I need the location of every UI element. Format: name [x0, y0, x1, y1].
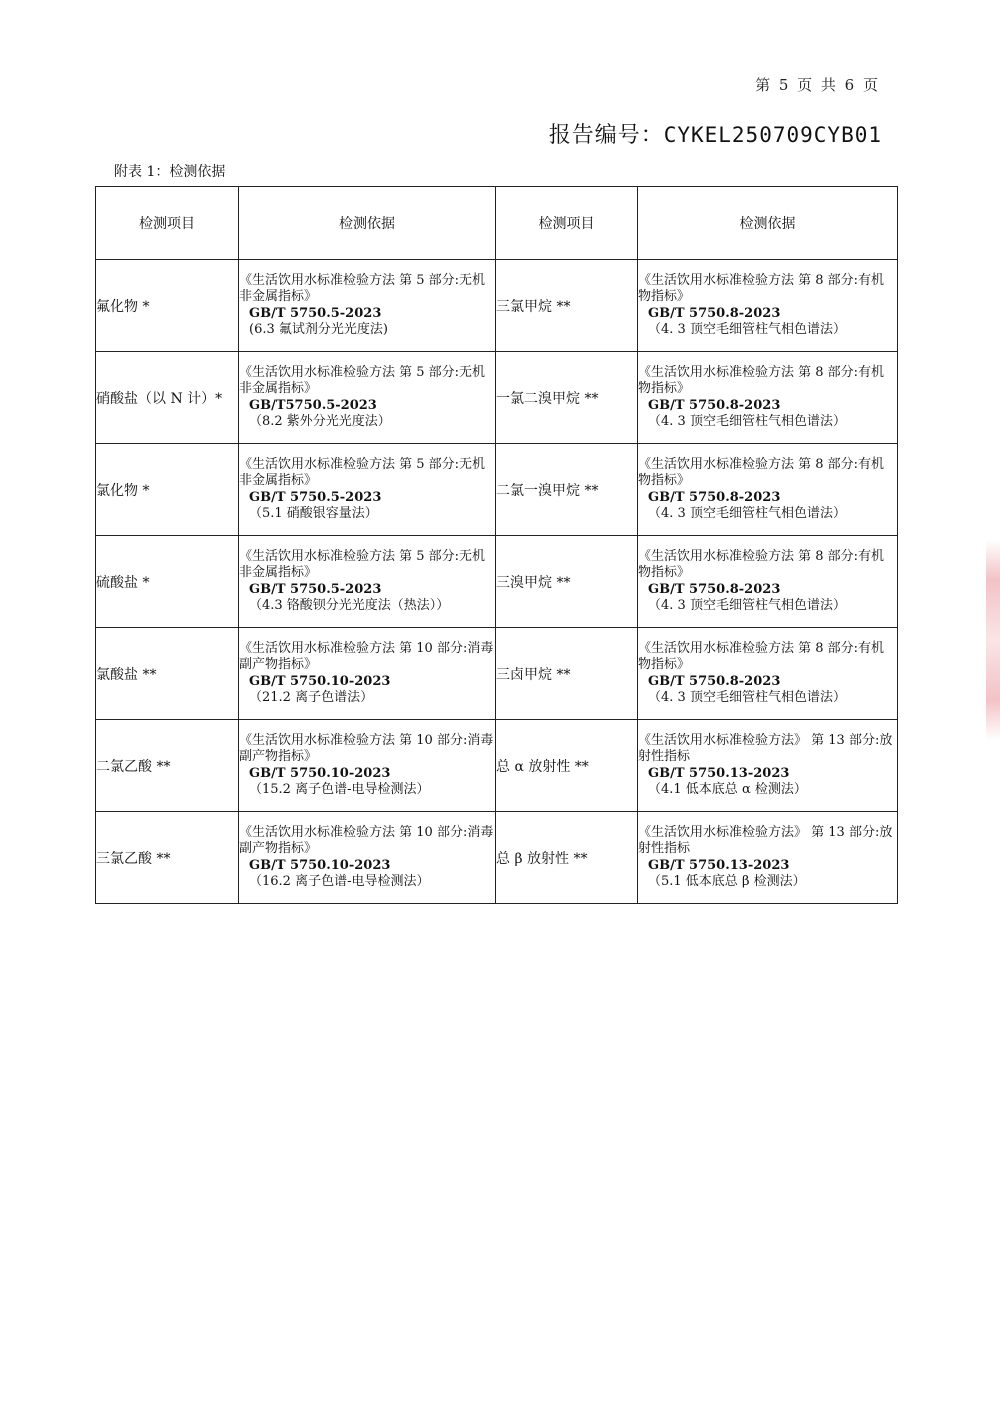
- table-row: [96, 444, 898, 536]
- test-item-left: 硫酸盐 *: [96, 536, 239, 628]
- test-basis-table: [95, 186, 898, 904]
- header-test-basis-left: 检测依据: [239, 187, 496, 260]
- header-test-item-left: 检测项目: [96, 187, 239, 260]
- test-item-left: 氯酸盐 **: [96, 628, 239, 720]
- basis-title: 《生活饮用水标准检验方法 第 8 部分:有机物指标》: [638, 548, 885, 580]
- test-basis-left: [239, 628, 496, 720]
- basis-title: 《生活饮用水标准检验方法 第 5 部分:无机非金属指标》: [239, 364, 486, 396]
- basis-method: （21.2 离子色谱法）: [249, 690, 374, 705]
- basis-title: 《生活饮用水标准检验方法 第 8 部分:有机物指标》: [638, 456, 885, 488]
- basis-standard: GB/T 5750.5-2023: [249, 581, 382, 597]
- basis-standard: GB/T 5750.13-2023: [648, 765, 790, 781]
- basis-method: （15.2 离子色谱-电导检测法）: [249, 782, 430, 797]
- basis-title: 《生活饮用水标准检验方法 第 8 部分:有机物指标》: [638, 272, 885, 304]
- basis-method: (6.3 氟试剂分光光度法): [249, 322, 388, 337]
- header-test-basis-right: 检测依据: [638, 187, 898, 260]
- table-row: [96, 720, 898, 812]
- report-number: [549, 118, 882, 149]
- basis-method: （4. 3 顶空毛细管柱气相色谱法）: [648, 414, 846, 429]
- test-item-right: 总 β 放射性 **: [496, 812, 638, 904]
- test-item-right: 一氯二溴甲烷 **: [496, 352, 638, 444]
- test-item-right: 三氯甲烷 **: [496, 260, 638, 352]
- test-basis-right: [638, 536, 898, 628]
- basis-standard: GB/T 5750.8-2023: [648, 581, 781, 597]
- test-item-left: 氟化物 *: [96, 260, 239, 352]
- basis-standard: GB/T 5750.8-2023: [648, 489, 781, 505]
- test-item-right: 二氯一溴甲烷 **: [496, 444, 638, 536]
- basis-method: （16.2 离子色谱-电导检测法）: [249, 874, 430, 889]
- basis-title: 《生活饮用水标准检验方法》 第 13 部分:放射性指标: [638, 732, 893, 764]
- basis-method: （5.1 低本底总 β 检测法）: [648, 874, 806, 889]
- test-basis-right: [638, 260, 898, 352]
- test-basis-left: [239, 352, 496, 444]
- basis-standard: GB/T 5750.10-2023: [249, 765, 391, 781]
- test-basis-left: [239, 812, 496, 904]
- basis-standard: GB/T 5750.8-2023: [648, 673, 781, 689]
- page-number: 第 5 页 共 6 页: [755, 76, 880, 94]
- test-basis-left: [239, 536, 496, 628]
- basis-title: 《生活饮用水标准检验方法 第 5 部分:无机非金属指标》: [239, 548, 486, 580]
- test-item-left: 二氯乙酸 **: [96, 720, 239, 812]
- test-basis-right: [638, 812, 898, 904]
- basis-standard: GB/T5750.5-2023: [249, 397, 377, 413]
- test-item-right: 总 α 放射性 **: [496, 720, 638, 812]
- basis-standard: GB/T 5750.13-2023: [648, 857, 790, 873]
- basis-title: 《生活饮用水标准检验方法》 第 13 部分:放射性指标: [638, 824, 893, 856]
- basis-title: 《生活饮用水标准检验方法 第 10 部分:消毒副产物指标》: [239, 732, 494, 764]
- basis-method: （4. 3 顶空毛细管柱气相色谱法）: [648, 598, 846, 613]
- basis-standard: GB/T 5750.10-2023: [249, 857, 391, 873]
- test-basis-left: [239, 444, 496, 536]
- report-number-value: CYKEL250709CYB01: [663, 123, 882, 147]
- basis-method: （4. 3 顶空毛细管柱气相色谱法）: [648, 322, 846, 337]
- test-basis-right: [638, 352, 898, 444]
- basis-standard: GB/T 5750.5-2023: [249, 489, 382, 505]
- test-basis-right: [638, 720, 898, 812]
- test-item-left: 三氯乙酸 **: [96, 812, 239, 904]
- basis-method: （4. 3 顶空毛细管柱气相色谱法）: [648, 690, 846, 705]
- basis-method: （4.3 铬酸钡分光光度法（热法））: [249, 598, 450, 613]
- test-basis-left: [239, 720, 496, 812]
- basis-method: （5.1 硝酸银容量法）: [249, 506, 378, 521]
- basis-method: （4. 3 顶空毛细管柱气相色谱法）: [648, 506, 846, 521]
- basis-standard: GB/T 5750.8-2023: [648, 305, 781, 321]
- table-header-row: [96, 187, 898, 260]
- test-item-right: 三溴甲烷 **: [496, 536, 638, 628]
- basis-standard: GB/T 5750.5-2023: [249, 305, 382, 321]
- test-basis-left: [239, 260, 496, 352]
- basis-title: 《生活饮用水标准检验方法 第 10 部分:消毒副产物指标》: [239, 640, 494, 672]
- basis-title: 《生活饮用水标准检验方法 第 10 部分:消毒副产物指标》: [239, 824, 494, 856]
- header-test-item-right: 检测项目: [496, 187, 638, 260]
- seal-stamp-edge: [986, 540, 1000, 740]
- test-basis-right: [638, 444, 898, 536]
- table-row: [96, 812, 898, 904]
- basis-standard: GB/T 5750.8-2023: [648, 397, 781, 413]
- basis-title: 《生活饮用水标准检验方法 第 8 部分:有机物指标》: [638, 640, 885, 672]
- basis-method: （8.2 紫外分光光度法）: [249, 414, 391, 429]
- table-row: [96, 260, 898, 352]
- table-caption: 附表 1：检测依据: [114, 164, 226, 180]
- table-row: [96, 352, 898, 444]
- test-item-right: 三卤甲烷 **: [496, 628, 638, 720]
- test-basis-right: [638, 628, 898, 720]
- table-row: [96, 628, 898, 720]
- report-number-label: 报告编号：: [548, 123, 664, 148]
- basis-standard: GB/T 5750.10-2023: [249, 673, 391, 689]
- test-item-left: 硝酸盐（以 N 计）*: [96, 352, 239, 444]
- basis-title: 《生活饮用水标准检验方法 第 5 部分:无机非金属指标》: [239, 456, 486, 488]
- basis-title: 《生活饮用水标准检验方法 第 5 部分:无机非金属指标》: [239, 272, 486, 304]
- test-item-left: 氯化物 *: [96, 444, 239, 536]
- basis-method: （4.1 低本底总 α 检测法）: [648, 782, 807, 797]
- table-row: [96, 536, 898, 628]
- basis-title: 《生活饮用水标准检验方法 第 8 部分:有机物指标》: [638, 364, 885, 396]
